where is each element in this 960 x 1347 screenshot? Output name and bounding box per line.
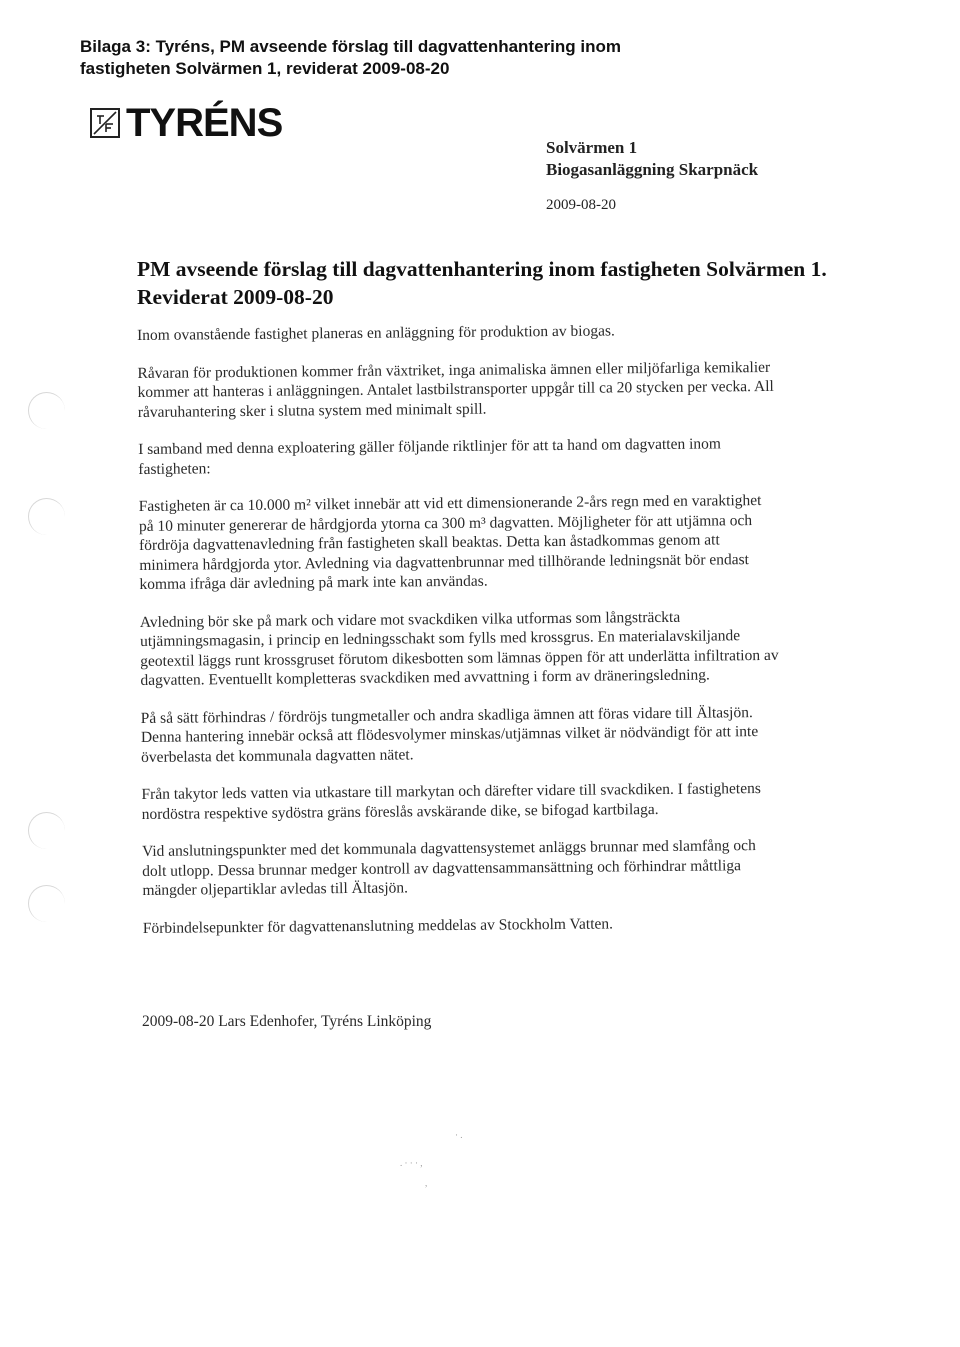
paragraph-heavy-metals: På så sätt förhindras / fördröjs tungmetaller och andra skadliga ämnen att föras vidare till Ältasjön. Denna hantering innebär också att flödesvolymer minskas/utjämnas vilket är nödvändigt för att inte överbelasta det kommunala dagvatten nätet. xyxy=(140,703,759,766)
paragraph-connection-info: Förbindelsepunkter för dagvattenanslutning meddelas av Stockholm Vatten. xyxy=(142,914,614,937)
paragraph-property-area: Fastigheten är ca 10.000 m² vilket innebär att vid ett dimensionerande 2-års regn med en varaktighet på 10 minuter genererar de hårdgjorda ytorna ca 300 m³ dagvatten. Möjligheter för att utjämna och fördröja dagvattenavledning från fastigheten skall beaktas. Detta kan åstadkommas genom att minimera hårdgjorda ytor. Avledning via dagvattenbrunnar med tillhörande ledningsnät bör endast komma ifråga där avledning på mark inte kan användas. xyxy=(138,492,762,593)
banner-line-1: Bilaga 3: Tyréns, PM avseende förslag till dagvattenhantering inom xyxy=(80,37,621,56)
logo-wordmark: TYRÉNS xyxy=(126,101,283,145)
pm-title xyxy=(137,255,857,311)
paragraph-raw-material: Råvaran för produktionen kommer från växtriket, inga animaliska ämnen eller miljöfarliga kemikalier kommer att hanteras i anläggningen. Antalet lastbilstransporter uppgår till ca 20 stycken per vecka. All råvaruhantering sker i slutna system med minimalt spill. xyxy=(137,358,774,421)
punch-hole-mark xyxy=(28,392,65,429)
signature-line: 2009-08-20 Lars Edenhofer, Tyréns Linköping xyxy=(142,1013,432,1030)
property-name: Solvärmen 1 xyxy=(546,138,638,157)
paragraph-roofs: Från takytor leds vatten via utkastare till markytan och därefter vidare till svackdiken. I fastighetens nordöstra respektive sydöstra gräns föreslås avskärande dike, se bifogad kartbilaga. xyxy=(141,780,761,823)
memo-body xyxy=(137,319,863,956)
paragraph-connection-points: Vid anslutningspunkter med det kommunala dagvattensystemet anläggs brunnar med slamfång och dolt utlopp. Dessa brunnar medger kontroll av dagvattensammansättning och förhindrar måttliga mängder oljepartiklar avledas till Ältasjön. xyxy=(141,837,756,899)
punch-hole-mark xyxy=(28,885,65,922)
scan-speck: , xyxy=(425,1178,428,1188)
pm-title-line-1: PM avseende förslag till dagvattenhantering inom fastigheten Solvärmen 1. xyxy=(137,257,827,281)
paragraph-guidelines: I samband med denna exploatering gäller följande riktlinjer för att ta hand om dagvatten inom fastigheten: xyxy=(138,435,722,478)
scan-speck: · . xyxy=(455,1130,463,1140)
company-logo xyxy=(90,103,282,143)
pm-title-line-2: Reviderat 2009-08-20 xyxy=(137,285,334,309)
scan-speck: . · · · , xyxy=(400,1158,423,1168)
paragraph-intro: Inom ovanstående fastighet planeras en anläggning för produktion av biogas. xyxy=(137,322,615,344)
project-name: Biogasanläggning Skarpnäck xyxy=(546,160,759,179)
appendix-banner xyxy=(80,36,808,80)
paragraph-drainage: Avledning bör ske på mark och vidare mot svackdiken vilka utformas som långsträckta utjämningsmagasin, i princip en ledningsschakt som fylls med krossgrus. En materialavskiljande geotextil läggs runt krossgruset förutom dikesbotten som lämnas öppen för att underlätta infiltration av dagvatten. Eventuellt kompletteras svackdiken med avvattning i form av dräneringsledning. xyxy=(139,608,779,689)
punch-hole-mark xyxy=(28,498,65,535)
header-date: 2009-08-20 xyxy=(546,197,616,213)
banner-line-2: fastigheten Solvärmen 1, reviderat 2009-08-20 xyxy=(80,59,450,78)
tyrens-logo-mark-icon xyxy=(90,108,120,138)
punch-hole-mark xyxy=(28,812,65,849)
